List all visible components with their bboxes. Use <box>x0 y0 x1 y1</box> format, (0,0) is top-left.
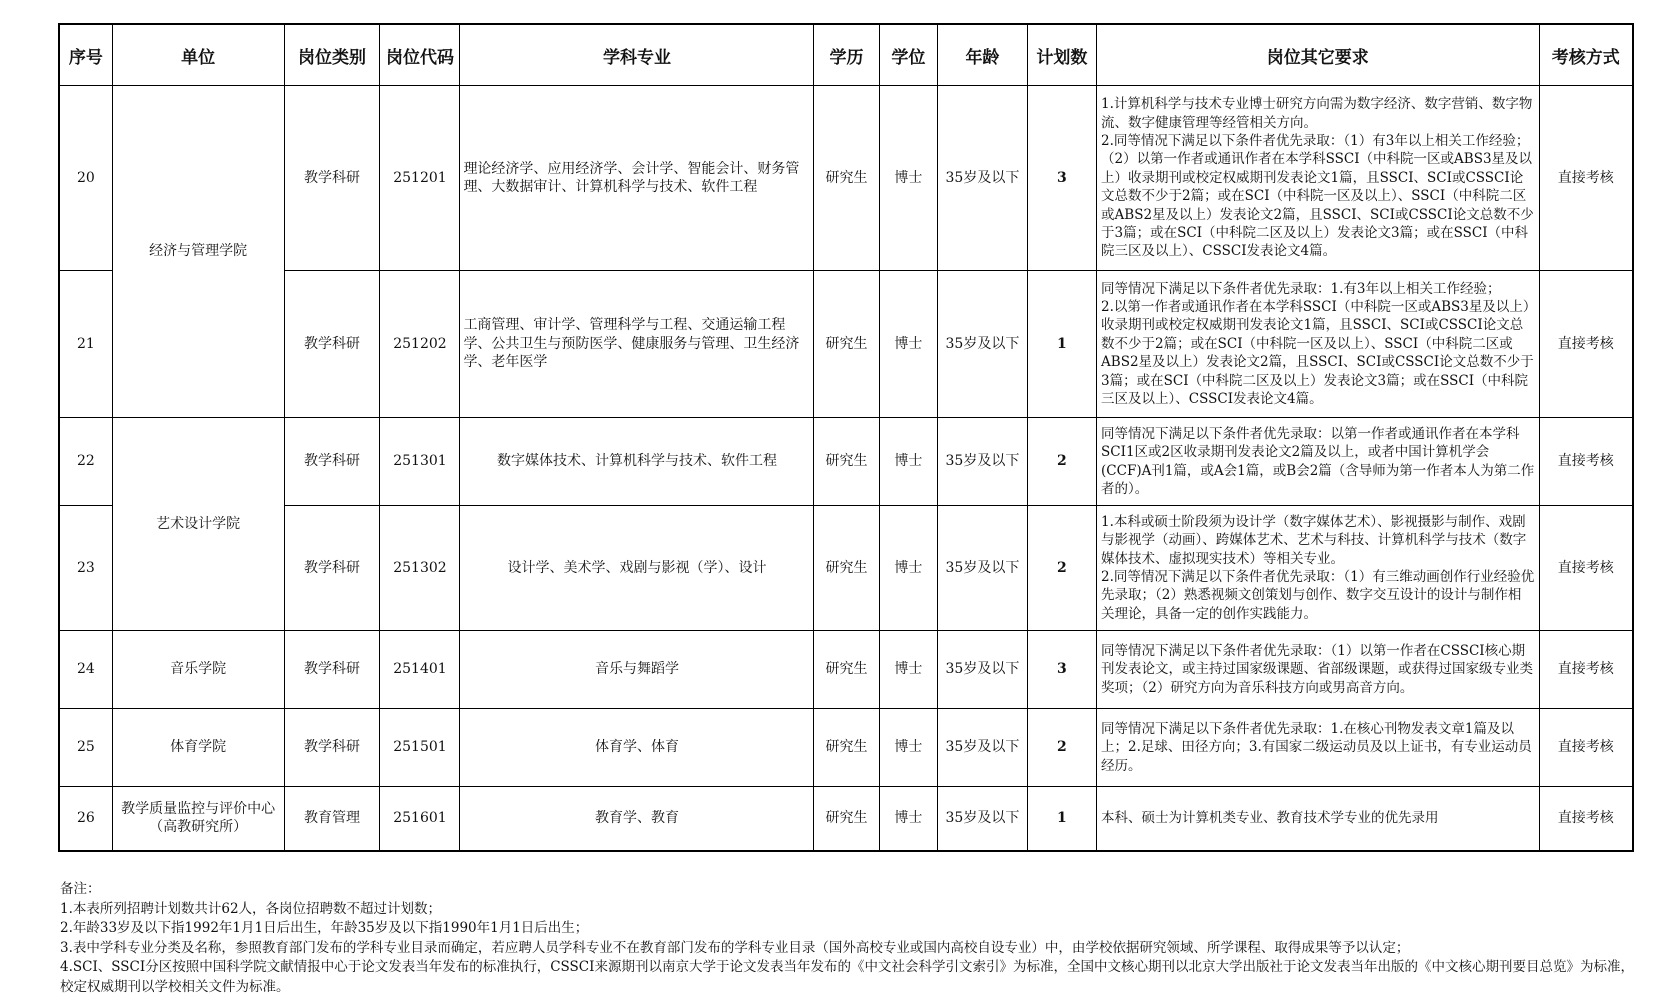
cell-degree: 博士 <box>879 709 938 787</box>
cell-age: 35岁及以下 <box>938 86 1028 271</box>
cell-degree: 博士 <box>879 418 938 506</box>
notes-section <box>60 880 1640 997</box>
cell-plan: 2 <box>1027 418 1096 506</box>
cell-code: 251302 <box>380 506 460 631</box>
table-row <box>59 86 1633 271</box>
cell-education: 研究生 <box>814 506 879 631</box>
cell-seq: 26 <box>59 787 112 851</box>
cell-major: 工商管理、审计学、管理科学与工程、交通运输工程学、公共卫生与预防医学、健康服务与管理、卫生经济学、老年医学 <box>460 271 814 418</box>
cell-other: 1.本科或硕士阶段须为设计学（数字媒体艺术）、影视摄影与制作、戏剧与影视学（动画）、跨媒体艺术、艺术与科技、计算机科学与技术（数字媒体技术、虚拟现实技术）等相关专业。 2.同等情况下满足以下条件者优先录取：（1）有三维动画创作行业经验优先录取；（2）熟悉视频文创策划与创作、数字交互设计的设计与制作相关理论，具备一定的创作实践能力。 <box>1097 506 1540 631</box>
cell-other: 同等情况下满足以下条件者优先录取：（1）以第一作者在CSSCI核心期刊发表论文，或主持过国家级课题、省部级课题，或获得过国家级专业类奖项；（2）研究方向为音乐科技方向或男高音方向。 <box>1097 631 1540 709</box>
table-row <box>59 506 1633 631</box>
table-row <box>59 709 1633 787</box>
cell-seq: 24 <box>59 631 112 709</box>
header-row <box>59 24 1633 86</box>
note-item: 1.本表所列招聘计划数共计62人，各岗位招聘数不超过计划数； <box>60 900 442 917</box>
cell-plan: 2 <box>1027 709 1096 787</box>
header-unit: 单位 <box>112 24 284 86</box>
cell-plan: 1 <box>1027 787 1096 851</box>
header-major: 学科专业 <box>460 24 814 86</box>
cell-education: 研究生 <box>814 631 879 709</box>
cell-category: 教学科研 <box>284 271 380 418</box>
note-item: 3.表中学科专业分类及名称，参照教育部门发布的学科专业目录而确定，若应聘人员学科专业不在教育部门发布的学科专业目录（国外高校专业或国内高校自设专业）中，由学校依据研究领域、所学课程、取得成果等予以认定； <box>60 939 1410 956</box>
cell-code: 251201 <box>380 86 460 271</box>
cell-assessment: 直接考核 <box>1539 418 1633 506</box>
header-assessment: 考核方式 <box>1539 24 1633 86</box>
cell-category: 教育管理 <box>284 787 380 851</box>
header-age: 年龄 <box>938 24 1028 86</box>
cell-assessment: 直接考核 <box>1539 86 1633 271</box>
cell-unit: 音乐学院 <box>112 631 284 709</box>
cell-unit: 艺术设计学院 <box>112 418 284 631</box>
cell-other: 1.计算机科学与技术专业博士研究方向需为数字经济、数字营销、数字物流、数字健康管理等经管相关方向。 2.同等情况下满足以下条件者优先录取：（1）有3年以上相关工作经验；（2）以第一作者或通讯作者在本学科SSCI（中科院一区或ABS3星及以上）收录期刊或校定权威期刊发表论文1篇，且SSCI、SCI或CSSCI论文总数不少于2篇；或在SCI（中科院一区及以上）、SSCI（中科院二区或ABS2星及以上）发表论文2篇，且SSCI、SCI或CSSCI论文总数不少于3篇；或在SCI（中科院二区及以上）发表论文3篇；或在SSCI（中科院三区及以上）、CSSCI发表论文4篇。 <box>1097 86 1540 271</box>
cell-degree: 博士 <box>879 86 938 271</box>
cell-seq: 22 <box>59 418 112 506</box>
cell-assessment: 直接考核 <box>1539 709 1633 787</box>
header-education: 学历 <box>814 24 879 86</box>
cell-plan: 2 <box>1027 506 1096 631</box>
table-row <box>59 631 1633 709</box>
cell-other: 同等情况下满足以下条件者优先录取：1.有3年以上相关工作经验； 2.以第一作者或通讯作者在本学科SSCI（中科院一区或ABS3星及以上）收录期刊或校定权威期刊发表论文1篇，且SSCI、SCI或CSSCI论文总数不少于2篇；或在SCI（中科院一区及以上）、SSCI（中科院二区或ABS2星及以上）发表论文2篇，且SSCI、SCI或CSSCI论文总数不少于3篇；或在SCI（中科院二区及以上）发表论文3篇；或在SSCI（中科院三区及以上）、CSSCI发表论文4篇。 <box>1097 271 1540 418</box>
cell-other: 本科、硕士为计算机类专业、教育技术学专业的优先录用 <box>1097 787 1540 851</box>
cell-other: 同等情况下满足以下条件者优先录取：以第一作者或通讯作者在本学科SCI1区或2区收录期刊发表论文2篇及以上，或者中国计算机学会(CCF)A刊1篇，或A会1篇，或B会2篇（含导师为第一作者本人为第二作者的）。 <box>1097 418 1540 506</box>
cell-major: 理论经济学、应用经济学、会计学、智能会计、财务管理、大数据审计、计算机科学与技术、软件工程 <box>460 86 814 271</box>
cell-code: 251401 <box>380 631 460 709</box>
cell-major: 教育学、教育 <box>460 787 814 851</box>
cell-major: 体育学、体育 <box>460 709 814 787</box>
cell-age: 35岁及以下 <box>938 271 1028 418</box>
cell-seq: 21 <box>59 271 112 418</box>
cell-assessment: 直接考核 <box>1539 631 1633 709</box>
cell-assessment: 直接考核 <box>1539 271 1633 418</box>
table-row <box>59 271 1633 418</box>
cell-education: 研究生 <box>814 709 879 787</box>
cell-code: 251601 <box>380 787 460 851</box>
cell-category: 教学科研 <box>284 709 380 787</box>
cell-age: 35岁及以下 <box>938 709 1028 787</box>
cell-seq: 23 <box>59 506 112 631</box>
cell-unit: 教学质量监控与评价中心（高教研究所） <box>112 787 284 851</box>
header-other: 岗位其它要求 <box>1097 24 1540 86</box>
recruitment-table <box>58 23 1634 852</box>
cell-plan: 3 <box>1027 86 1096 271</box>
table-row <box>59 418 1633 506</box>
cell-age: 35岁及以下 <box>938 418 1028 506</box>
cell-code: 251202 <box>380 271 460 418</box>
note-item: 4.SCI、SSCI分区按照中国科学院文献情报中心于论文发表当年发布的标准执行，CSSCI来源期刊以南京大学于论文发表当年发布的《中文社会科学引文索引》为标准，全国中文核心期刊以北京大学出版社于论文发表当年出版的《中文核心期刊要目总览》为标准，校定权威期刊以学校相关文件为标准。 <box>60 959 1634 995</box>
cell-other: 同等情况下满足以下条件者优先录取：1.在核心刊物发表文章1篇及以上；2.足球、田径方向；3.有国家二级运动员及以上证书，有专业运动员经历。 <box>1097 709 1540 787</box>
cell-category: 教学科研 <box>284 418 380 506</box>
header-category: 岗位类别 <box>284 24 380 86</box>
cell-seq: 25 <box>59 709 112 787</box>
header-plan: 计划数 <box>1027 24 1096 86</box>
table-row <box>59 787 1633 851</box>
cell-major: 数字媒体技术、计算机科学与技术、软件工程 <box>460 418 814 506</box>
cell-degree: 博士 <box>879 271 938 418</box>
cell-assessment: 直接考核 <box>1539 787 1633 851</box>
cell-age: 35岁及以下 <box>938 506 1028 631</box>
cell-age: 35岁及以下 <box>938 631 1028 709</box>
cell-assessment: 直接考核 <box>1539 506 1633 631</box>
cell-major: 设计学、美术学、戏剧与影视（学）、设计 <box>460 506 814 631</box>
cell-category: 教学科研 <box>284 506 380 631</box>
cell-category: 教学科研 <box>284 631 380 709</box>
header-code: 岗位代码 <box>380 24 460 86</box>
cell-seq: 20 <box>59 86 112 271</box>
cell-code: 251301 <box>380 418 460 506</box>
cell-education: 研究生 <box>814 86 879 271</box>
header-degree: 学位 <box>879 24 938 86</box>
cell-degree: 博士 <box>879 506 938 631</box>
cell-degree: 博士 <box>879 787 938 851</box>
cell-degree: 博士 <box>879 631 938 709</box>
cell-plan: 1 <box>1027 271 1096 418</box>
cell-education: 研究生 <box>814 271 879 418</box>
cell-education: 研究生 <box>814 418 879 506</box>
cell-unit: 经济与管理学院 <box>112 86 284 418</box>
cell-age: 35岁及以下 <box>938 787 1028 851</box>
cell-category: 教学科研 <box>284 86 380 271</box>
notes-title: 备注： <box>60 881 101 897</box>
cell-plan: 3 <box>1027 631 1096 709</box>
cell-education: 研究生 <box>814 787 879 851</box>
cell-code: 251501 <box>380 709 460 787</box>
cell-major: 音乐与舞蹈学 <box>460 631 814 709</box>
cell-unit: 体育学院 <box>112 709 284 787</box>
header-seq: 序号 <box>59 24 112 86</box>
note-item: 2.年龄33岁及以下指1992年1月1日后出生，年龄35岁及以下指1990年1月1日后出生； <box>60 920 589 936</box>
